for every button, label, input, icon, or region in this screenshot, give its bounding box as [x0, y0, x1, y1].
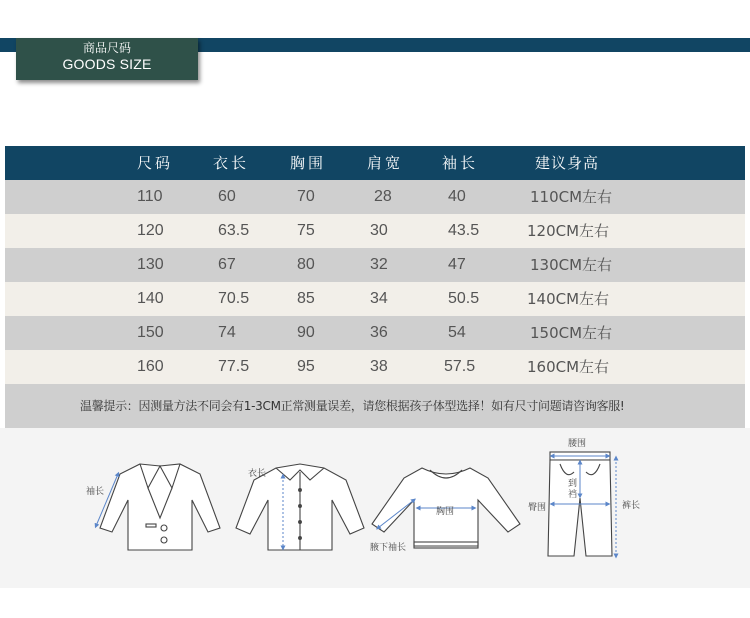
cell-sleeve: 50.5	[448, 290, 480, 307]
cell-chest: 95	[297, 358, 315, 375]
cell-length: 60	[218, 188, 236, 205]
cell-length: 67	[218, 256, 236, 273]
col-header-height: 建议身高	[535, 154, 600, 172]
table-row	[5, 214, 745, 248]
cell-size: 130	[137, 256, 164, 273]
cell-sleeve: 40	[448, 188, 466, 205]
jacket-icon	[100, 464, 220, 550]
cell-chest: 90	[297, 324, 315, 341]
pants-crotch-label-1: 到	[568, 479, 578, 489]
cell-size: 120	[137, 222, 164, 239]
cell-height: 110CM左右	[530, 188, 613, 206]
section-title-en: GOODS SIZE	[62, 56, 152, 72]
cell-shoulder: 30	[370, 222, 388, 239]
cell-size: 150	[137, 324, 164, 341]
cell-sleeve: 57.5	[444, 358, 476, 375]
cell-height: 140CM左右	[527, 290, 610, 308]
cell-length: 63.5	[218, 222, 250, 239]
pants-length-label: 裤长	[622, 501, 641, 511]
section-title-zh: 商品尺码	[82, 41, 131, 55]
cell-height: 130CM左右	[530, 256, 613, 274]
cell-sleeve: 54	[448, 324, 466, 341]
col-header-size: 尺码	[137, 154, 174, 172]
table-row	[5, 316, 745, 350]
table-row	[5, 180, 745, 214]
cell-size: 140	[137, 290, 164, 307]
cell-length: 77.5	[218, 358, 250, 375]
cell-length: 74	[218, 324, 236, 341]
jacket-sleeve-label: 袖长	[86, 487, 105, 497]
col-header-shoulder: 肩宽	[367, 154, 404, 172]
col-header-chest: 胸围	[290, 154, 327, 172]
cell-shoulder: 36	[370, 324, 388, 341]
shirt-length-label: 衣长	[248, 469, 267, 479]
cell-length: 70.5	[218, 290, 250, 307]
col-header-length: 衣长	[213, 154, 250, 172]
cell-size: 160	[137, 358, 164, 375]
sweater-chest-label: 胸围	[436, 507, 455, 517]
pants-crotch-label-2: 裆	[568, 490, 578, 500]
cell-shoulder: 28	[374, 188, 392, 205]
table-row	[5, 282, 745, 316]
cell-shoulder: 38	[370, 358, 388, 375]
cell-chest: 70	[297, 188, 315, 205]
cell-shoulder: 34	[370, 290, 388, 307]
cell-height: 120CM左右	[527, 222, 610, 240]
pants-hip-label: 臀围	[528, 503, 547, 513]
measurement-diagram	[0, 428, 750, 588]
col-header-sleeve: 袖长	[442, 154, 479, 172]
sweater-sleeve-label: 腋下袖长	[370, 543, 407, 553]
table-header	[5, 146, 745, 180]
cell-height: 150CM左右	[530, 324, 613, 342]
section-tag	[16, 38, 198, 80]
cell-shoulder: 32	[370, 256, 388, 273]
pants-waist-label: 腰围	[568, 439, 587, 449]
measurement-tip: 温馨提示：因测量方法不同会有1-3CM正常测量误差，请您根据孩子体型选择！如有尺寸问题请咨询客服!	[5, 384, 745, 428]
table-row	[5, 248, 745, 282]
cell-sleeve: 43.5	[448, 222, 480, 239]
size-table	[5, 146, 745, 384]
table-row	[5, 350, 745, 384]
cell-size: 110	[137, 188, 163, 205]
cell-chest: 75	[297, 222, 315, 239]
cell-chest: 85	[297, 290, 315, 307]
cell-height: 160CM左右	[527, 358, 610, 376]
cell-chest: 80	[297, 256, 315, 273]
garment-illustrations	[0, 428, 750, 588]
cell-sleeve: 47	[448, 256, 466, 273]
